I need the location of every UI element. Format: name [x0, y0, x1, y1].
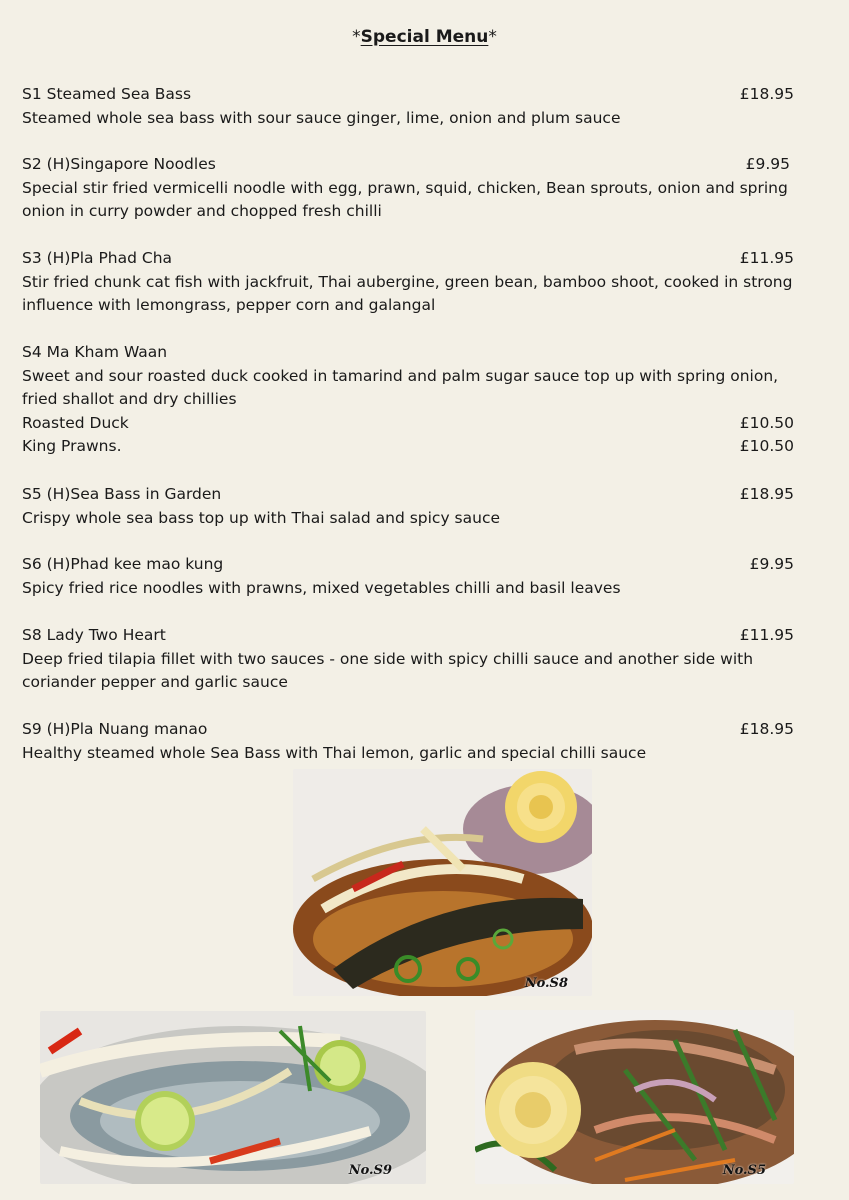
photo-label: No.S5 [722, 1163, 766, 1178]
item-price: £18.95 [739, 720, 794, 738]
option-row [22, 435, 794, 459]
item-name: S2 (H)Singapore Noodles [22, 155, 216, 173]
item-description: Deep fried tilapia fillet with two sauces - one side with spicy chilli sauce and another side with coriander pepper and garlic sauce [22, 649, 754, 691]
item-name: S8 Lady Two Heart [22, 626, 166, 644]
menu-item-s2 [22, 153, 794, 224]
dish-illustration [40, 1011, 426, 1184]
item-name: S5 (H)Sea Bass in Garden [22, 485, 222, 503]
item-description: Healthy steamed whole Sea Bass with Thai lemon, garlic and special chilli sauce [22, 743, 647, 762]
item-description: Crispy whole sea bass top up with Thai salad and spicy sauce [22, 508, 501, 527]
dish-illustration [293, 769, 592, 996]
photo-label: No.S9 [348, 1163, 392, 1178]
item-price: £9.95 [749, 555, 794, 573]
item-price: £18.95 [739, 85, 794, 103]
option-name: Roasted Duck [22, 413, 129, 432]
dish-photo-s5 [475, 1010, 794, 1184]
item-price: £11.95 [739, 626, 794, 644]
item-price: £18.95 [739, 485, 794, 503]
item-name: S3 (H)Pla Phad Cha [22, 249, 173, 267]
dish-photo-s8 [293, 769, 592, 996]
option-price: £10.50 [739, 413, 794, 432]
menu-item-s9 [22, 718, 794, 765]
option-price: £10.50 [739, 437, 794, 455]
option-name: King Prawns. [22, 437, 122, 455]
page-title: *Special Menu* [352, 27, 497, 47]
dish-illustration [475, 1010, 794, 1184]
menu-item-s6 [22, 553, 794, 600]
item-description: Steamed whole sea bass with sour sauce ginger, lime, onion and plum sauce [22, 108, 621, 127]
item-name: S1 Steamed Sea Bass [22, 85, 192, 103]
item-price: £9.95 [745, 155, 790, 173]
menu-item-s4 [22, 341, 794, 459]
item-description: Sweet and sour roasted duck cooked in tamarind and palm sugar sauce top up with spring onion, fried shallot and dry chillies [22, 366, 779, 408]
item-description: Stir fried chunk cat fish with jackfruit, Thai aubergine, green bean, bamboo shoot, cooked in strong influence with lemongrass, pepper corn and galangal [22, 272, 793, 314]
menu-item-s1 [22, 83, 794, 130]
menu-item-s8 [22, 624, 794, 695]
item-name: S4 Ma Kham Waan [22, 343, 168, 361]
item-name: S9 (H)Pla Nuang manao [22, 720, 208, 738]
item-name: S6 (H)Phad kee mao kung [22, 555, 224, 573]
option-row [22, 412, 794, 436]
menu-item-s5 [22, 483, 794, 530]
dish-photo-s9 [40, 1011, 426, 1184]
menu-item-s3 [22, 247, 794, 318]
item-description: Spicy fried rice noodles with prawns, mixed vegetables chilli and basil leaves [22, 578, 621, 597]
photo-label: No.S8 [524, 976, 568, 991]
title-text: Special Menu [360, 27, 489, 47]
item-description: Special stir fried vermicelli noodle with egg, prawn, squid, chicken, Bean sprouts, onion and spring onion in curry powder and chopped fresh chilli [22, 178, 788, 220]
item-price: £11.95 [739, 249, 794, 267]
